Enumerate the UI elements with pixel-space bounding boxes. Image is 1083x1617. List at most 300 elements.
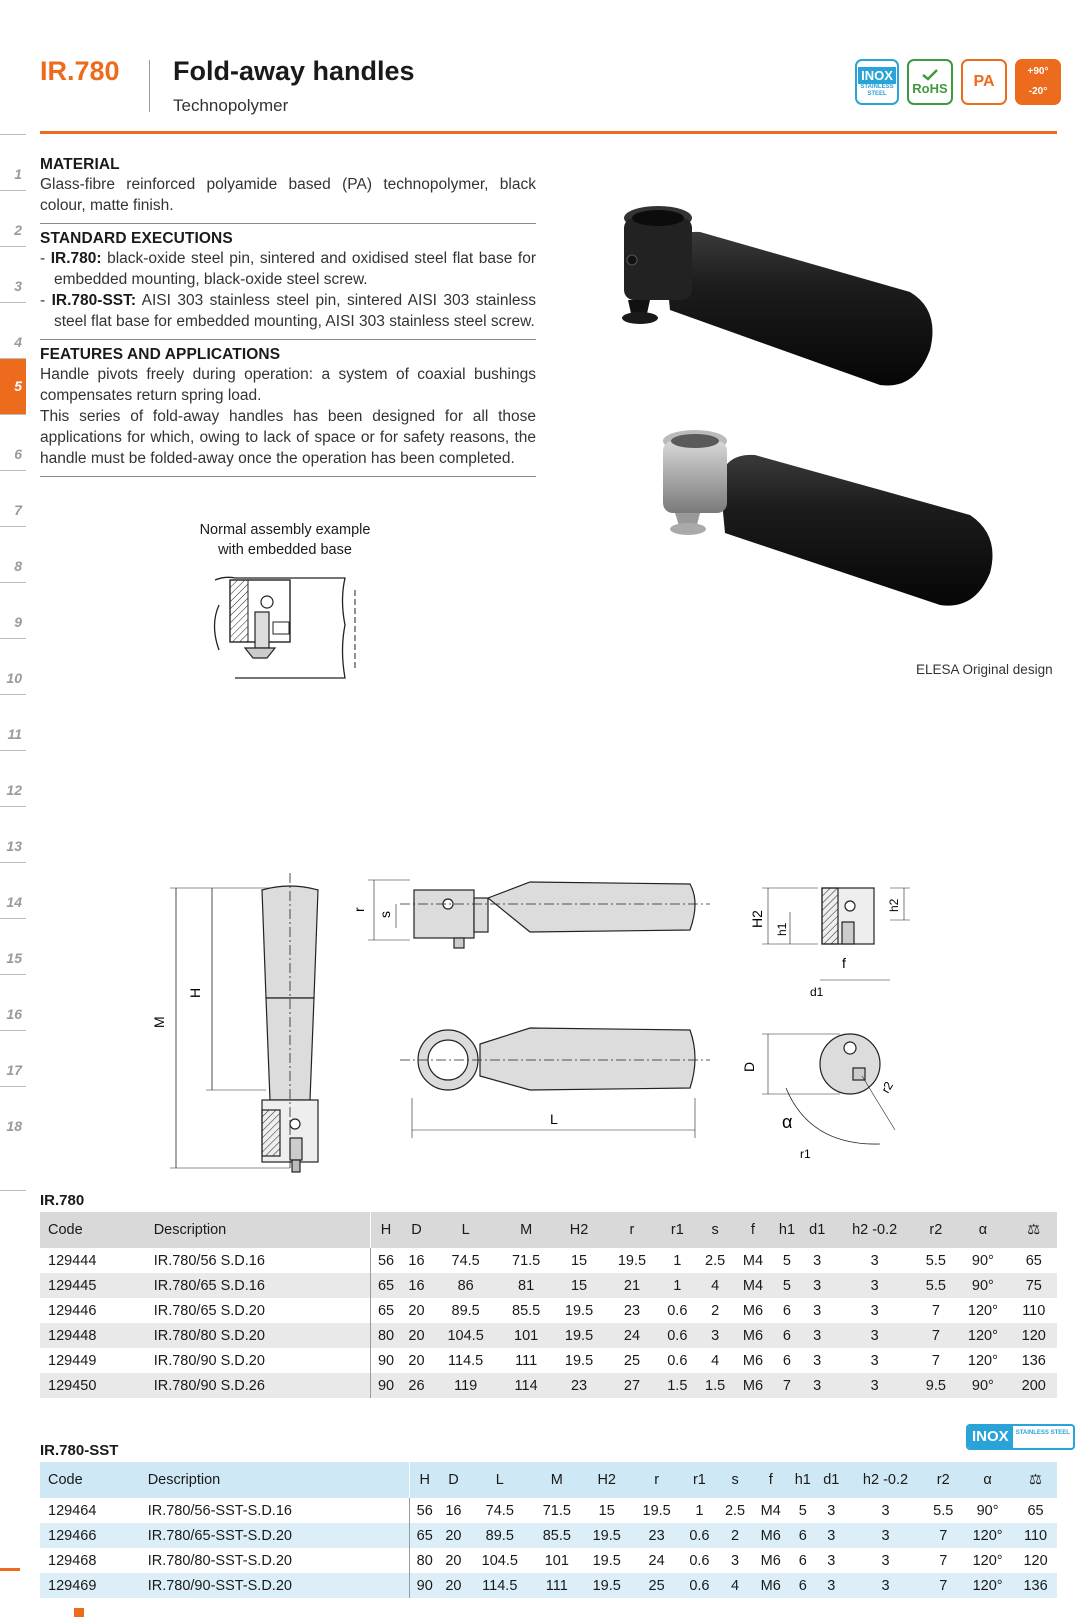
standard-item-text: black-oxide steel pin, sintered and oxidised steel flat base for embedded mounting, black-oxide steel screw. [54, 250, 537, 288]
table-cell: M6 [760, 1552, 781, 1569]
technical-drawing [150, 868, 950, 1198]
standard-item-ir780: - IR.780: black-oxide steel pin, sintered and oxidised steel flat base for embedded mounting, black-oxide steel screw. [40, 250, 537, 288]
column-header: d1 [802, 1212, 832, 1248]
table-cell: 3 [817, 1523, 846, 1548]
column-header: r [606, 1212, 659, 1248]
table-cell: IR.780/80 S.D.20 [146, 1323, 370, 1348]
column-header: D [439, 1462, 468, 1498]
table-cell: 23 [632, 1523, 682, 1548]
table-cell: 3 [827, 1502, 836, 1519]
table-cell: 3 [832, 1373, 917, 1398]
side-tab-number: 8 [14, 558, 22, 574]
column-header: D [401, 1212, 431, 1248]
table-cell: 3 [696, 1323, 734, 1348]
table-cell: 3 [870, 1302, 879, 1319]
table-cell: 19.5 [592, 1552, 621, 1569]
side-tab-number: 13 [6, 838, 22, 854]
side-tab-number: 6 [14, 446, 22, 462]
side-tab-5[interactable] [0, 358, 26, 414]
table-cell: 0.6 [658, 1323, 696, 1348]
table-cell: 90° [971, 1252, 994, 1269]
table-cell: 3 [802, 1323, 832, 1348]
table-ir780 [40, 1212, 1057, 1398]
table-cell: 20 [445, 1552, 462, 1569]
column-header: h2 -0.2 [832, 1212, 917, 1248]
side-tab-number: 14 [6, 894, 22, 910]
side-tab-11[interactable] [0, 694, 26, 750]
material-text: Glass-fibre reinforced polyamide based (PA) technopolymer, black colour, matte finish. [40, 176, 536, 214]
table-cell: 114.5 [468, 1573, 532, 1598]
side-tab-strip [0, 134, 26, 1142]
table-cell: 85.5 [512, 1302, 541, 1319]
dim-label-h2-small: h2 [887, 898, 901, 912]
table-cell: 129464 [48, 1502, 97, 1519]
table-cell: 3 [827, 1552, 836, 1569]
side-tab-number: 3 [14, 278, 22, 294]
table-cell: 6 [782, 1352, 791, 1369]
column-header: d1 [817, 1462, 846, 1498]
column-header: H2 [582, 1462, 632, 1498]
column-header: r [632, 1462, 682, 1498]
table-cell: M6 [734, 1373, 772, 1398]
table-cell: 120 [1023, 1552, 1048, 1569]
table-cell: 19.5 [582, 1573, 632, 1598]
table-cell: 7 [939, 1552, 948, 1569]
table-cell: 2.5 [724, 1502, 746, 1519]
assembly-caption [180, 520, 390, 560]
table-cell: 3 [813, 1302, 822, 1319]
side-tab-10[interactable] [0, 638, 26, 694]
column-header: Description [146, 1212, 370, 1248]
table-cell: 90° [955, 1273, 1011, 1298]
table-cell: 3 [870, 1252, 879, 1269]
rohs-badge [907, 59, 953, 105]
footer-accent-mark [0, 1568, 20, 1571]
table-cell: 56 [416, 1502, 433, 1519]
table-cell: 3 [731, 1552, 740, 1569]
section-divider [40, 476, 536, 477]
table-row [40, 1523, 1057, 1548]
side-tab-number: 16 [6, 1006, 22, 1022]
table-cell: 3 [832, 1323, 917, 1348]
side-tab-number: 12 [6, 782, 22, 798]
column-header: α [955, 1212, 1011, 1248]
table-cell: 3 [846, 1573, 926, 1598]
side-tab-16[interactable] [0, 974, 26, 1030]
inox-stainless-badge [966, 1424, 1075, 1450]
table-cell: 25 [623, 1352, 641, 1369]
column-header: f [753, 1462, 789, 1498]
vertical-view [170, 873, 318, 1172]
table-cell: 25 [632, 1573, 682, 1598]
dim-label-h2: H2 [749, 910, 765, 928]
standard-item-code: IR.780: [50, 250, 102, 267]
table-cell: 0.6 [689, 1552, 710, 1569]
side-tab-number: 15 [6, 950, 22, 966]
side-tab-3[interactable] [0, 246, 26, 302]
table-cell: 7 [931, 1352, 940, 1369]
table-cell: 89.5 [451, 1302, 480, 1319]
certification-badges [855, 59, 1061, 105]
table-cell: 89.5 [468, 1523, 532, 1548]
temperature-badge [1015, 59, 1061, 105]
features-title: FEATURES AND APPLICATIONS [40, 346, 281, 363]
column-header: Code [40, 1212, 146, 1248]
table-cell: 129450 [40, 1373, 146, 1398]
table-cell: 71.5 [512, 1252, 541, 1269]
material-title: MATERIAL [40, 156, 120, 173]
table-cell: 19.5 [564, 1352, 594, 1369]
column-header: r1 [682, 1462, 718, 1498]
table-cell: 120° [961, 1573, 1014, 1598]
standard-item-sst: - IR.780-SST: AISI 303 stainless steel pin, sintered AISI 303 stainless steel flat base for embedded mounting, AISI 303 stainless steel screw. [40, 292, 537, 330]
table-cell: M6 [742, 1302, 764, 1319]
table-cell: 101 [500, 1323, 553, 1348]
check-icon [921, 69, 939, 81]
table-cell: M6 [753, 1523, 789, 1548]
table-cell: 20 [439, 1523, 468, 1548]
table-row [40, 1373, 1057, 1398]
description-column [40, 156, 536, 483]
table-cell: 3 [813, 1252, 822, 1269]
side-tab-14[interactable] [0, 862, 26, 918]
table-cell: IR.780/65 S.D.16 [146, 1273, 370, 1298]
table-cell: 15 [570, 1252, 588, 1269]
table-cell: 3 [846, 1523, 926, 1548]
table-cell: 0.6 [667, 1302, 688, 1319]
page-title: Fold-away handles [173, 56, 415, 86]
table-cell: M4 [742, 1252, 764, 1269]
dim-label-d: D [741, 1061, 757, 1072]
table-cell: 19.5 [553, 1323, 606, 1348]
table-header-row [40, 1462, 1057, 1498]
inox-small-label: INOX [968, 1426, 1013, 1448]
table-cell: IR.780/56 S.D.16 [146, 1248, 370, 1273]
column-header: L [432, 1212, 500, 1248]
table-cell: 24 [606, 1323, 659, 1348]
side-tab-number: 1 [14, 166, 22, 182]
table-cell: 136 [1021, 1352, 1046, 1369]
table-cell: 56 [377, 1252, 395, 1269]
column-header: s [717, 1462, 753, 1498]
side-tab-1[interactable] [0, 134, 26, 190]
table-cell: 120° [967, 1352, 998, 1369]
dim-label-h1: h1 [775, 922, 789, 936]
table-cell: 65 [1025, 1252, 1042, 1269]
table-cell: 16 [401, 1273, 431, 1298]
table-cell: 16 [408, 1252, 425, 1269]
dim-label-d1: d1 [810, 985, 824, 999]
table-cell: M6 [734, 1323, 772, 1348]
table-cell: 110 [1022, 1302, 1046, 1319]
table-cell: IR.780/90-SST-S.D.20 [140, 1573, 410, 1598]
table-cell: 2.5 [705, 1252, 726, 1269]
side-tab-13[interactable] [0, 806, 26, 862]
table-row [40, 1573, 1057, 1598]
table-cell: 5.5 [925, 1252, 946, 1269]
table-cell: 120° [955, 1323, 1011, 1348]
table-cell: 5.5 [917, 1273, 955, 1298]
table-cell: 120° [961, 1523, 1014, 1548]
table-cell: 74.5 [451, 1252, 480, 1269]
table-cell: 114.5 [448, 1352, 484, 1369]
features-text-1: Handle pivots freely during operation: a system of coaxial bushings compensates return spring load. [40, 366, 536, 404]
table-cell: 15 [553, 1273, 606, 1298]
column-header: ⚖ [1011, 1212, 1056, 1248]
table-cell: 9.5 [917, 1373, 955, 1398]
table-cell: 120° [972, 1552, 1003, 1569]
table-cell: 24 [648, 1552, 665, 1569]
table-cell: 129468 [48, 1552, 97, 1569]
table-cell: 3 [802, 1273, 832, 1298]
side-tab-number: 7 [14, 502, 22, 518]
table-cell: 19.5 [564, 1302, 594, 1319]
table-cell: 129446 [48, 1302, 97, 1319]
table-cell: 65 [410, 1523, 439, 1548]
product-photo-black [610, 200, 970, 405]
side-tab-9[interactable] [0, 582, 26, 638]
table-row [40, 1248, 1057, 1273]
table-cell: M6 [742, 1352, 764, 1369]
header-separator [149, 60, 150, 112]
table-cell: 7 [931, 1302, 940, 1319]
table-cell: 5 [782, 1252, 791, 1269]
table-cell: IR.780/80-SST-S.D.20 [140, 1548, 410, 1573]
table-cell: 3 [813, 1352, 822, 1369]
table-cell: 136 [1014, 1573, 1057, 1598]
table-cell: 6 [782, 1302, 791, 1319]
side-tab-number: 2 [14, 222, 22, 238]
pa-badge [961, 59, 1007, 105]
dim-label-s: s [377, 911, 393, 918]
table-cell: IR.780/90 S.D.26 [146, 1373, 370, 1398]
table-cell: 0.6 [667, 1352, 688, 1369]
table-cell: 129444 [48, 1252, 97, 1269]
standard-title: STANDARD EXECUTIONS [40, 230, 233, 247]
side-view [368, 880, 710, 948]
table-cell: 19.5 [642, 1502, 671, 1519]
table-cell: 120 [1011, 1323, 1056, 1348]
side-tab-number: 17 [6, 1062, 22, 1078]
table-cell: 111 [532, 1573, 582, 1598]
table-cell: 114 [500, 1373, 553, 1398]
table-cell: 71.5 [542, 1502, 571, 1519]
table-cell: 6 [789, 1523, 818, 1548]
table-row [40, 1323, 1057, 1348]
column-header: Description [140, 1462, 410, 1498]
table-header-row [40, 1212, 1057, 1248]
column-header: Code [40, 1462, 140, 1498]
column-header: H [410, 1462, 439, 1498]
temp-max-label: +90° [1027, 66, 1049, 77]
table-cell: 3 [870, 1352, 879, 1369]
table-cell: 27 [606, 1373, 659, 1398]
inox-small-sub: STAINLESS STEEL [1015, 1430, 1070, 1436]
assembly-caption-line-2: with embedded base [218, 542, 352, 558]
table-cell: 1 [658, 1273, 696, 1298]
table-cell: 129469 [40, 1573, 140, 1598]
side-tab-number: 4 [14, 334, 22, 350]
table-cell: 7 [772, 1373, 802, 1398]
side-tab-15[interactable] [0, 918, 26, 974]
product-code: IR.780 [40, 56, 120, 86]
side-tab-6[interactable] [0, 414, 26, 470]
column-header: α [961, 1462, 1014, 1498]
column-header: h1 [789, 1462, 818, 1498]
table-cell: 20 [408, 1352, 425, 1369]
side-tab-2[interactable] [0, 190, 26, 246]
table-cell: 90 [377, 1352, 395, 1369]
table-cell: 90 [410, 1573, 439, 1598]
table-cell: 104.5 [432, 1323, 500, 1348]
table-cell: 104.5 [481, 1552, 518, 1569]
standard-item-text: AISI 303 stainless steel pin, sintered AISI 303 stainless steel flat base for embedded mounting, AISI 303 stainless steel screw. [54, 292, 537, 330]
dim-label-f: f [842, 955, 846, 971]
table-cell: 3 [802, 1373, 832, 1398]
table-cell: 5.5 [933, 1502, 954, 1519]
section-divider [40, 339, 536, 340]
table-cell: 111 [515, 1352, 538, 1369]
table-cell: IR.780/90 S.D.20 [146, 1348, 370, 1373]
section-divider [40, 223, 536, 224]
table-sst-label: IR.780-SST [40, 1442, 119, 1459]
table-cell: 74.5 [485, 1502, 514, 1519]
table-cell: 65 [377, 1302, 395, 1319]
table-sst [40, 1462, 1057, 1598]
side-tab-number: 5 [14, 378, 22, 394]
column-header: M [500, 1212, 553, 1248]
side-tab-number: 9 [14, 614, 22, 630]
table-cell: 20 [408, 1302, 425, 1319]
table-cell: 90° [976, 1502, 999, 1519]
features-text-2: This series of fold-away handles has been designed for all those applications for which, owing to lack of space or for safety reasons, the handle must be folded-away once the operation has been completed. [40, 408, 536, 467]
table-cell: 85.5 [532, 1523, 582, 1548]
column-header: s [696, 1212, 734, 1248]
table-row [40, 1548, 1057, 1573]
table-cell: M4 [760, 1502, 781, 1519]
column-header: h1 [772, 1212, 802, 1248]
dim-label-l: L [550, 1111, 558, 1127]
dim-label-h: H [187, 987, 203, 998]
assembly-drawing [205, 570, 365, 685]
side-tab-18[interactable] [0, 1086, 26, 1142]
column-header: L [468, 1462, 532, 1498]
table-cell: 3 [881, 1552, 890, 1569]
table-cell: 1 [673, 1252, 682, 1269]
table-cell: 19.5 [582, 1523, 632, 1548]
table-cell: 4 [711, 1352, 720, 1369]
table-cell: 4 [696, 1273, 734, 1298]
table-cell: 81 [500, 1273, 553, 1298]
dim-label-r2: r2 [878, 1079, 896, 1096]
side-tab-8[interactable] [0, 526, 26, 582]
table-cell: M4 [734, 1273, 772, 1298]
table-cell: 3 [817, 1573, 846, 1598]
inox-badge [855, 59, 899, 105]
table-cell: 119 [432, 1373, 500, 1398]
table-cell: 21 [606, 1273, 659, 1298]
table-cell: 80 [370, 1323, 401, 1348]
dim-label-m: M [151, 1016, 167, 1028]
temp-min-label: -20° [1028, 86, 1048, 97]
table-cell: 16 [445, 1502, 462, 1519]
side-tab-number: 18 [6, 1118, 22, 1134]
column-header: r2 [917, 1212, 955, 1248]
table-cell: IR.780/65 S.D.20 [146, 1298, 370, 1323]
table-row [40, 1348, 1057, 1373]
table-cell: 1.5 [696, 1373, 734, 1398]
table-cell: 65 [370, 1273, 401, 1298]
table-cell: 20 [439, 1573, 468, 1598]
table-cell: 1 [695, 1502, 704, 1519]
table-row [40, 1498, 1057, 1523]
table-row [40, 1298, 1057, 1323]
side-tab-4[interactable] [0, 302, 26, 358]
side-tab-7[interactable] [0, 470, 26, 526]
table-cell: 0.6 [682, 1523, 718, 1548]
table-cell: 75 [1011, 1273, 1056, 1298]
table-cell: 0.6 [682, 1573, 718, 1598]
table-cell: 65 [1027, 1502, 1044, 1519]
table-cell: 86 [432, 1273, 500, 1298]
side-tab-17[interactable] [0, 1030, 26, 1086]
column-header: ⚖ [1014, 1462, 1057, 1498]
column-header: r1 [658, 1212, 696, 1248]
table-cell: 19.5 [617, 1252, 647, 1269]
product-photo-stainless [650, 425, 1020, 620]
table-cell: 7 [925, 1573, 961, 1598]
table-cell: 6 [789, 1573, 818, 1598]
table-cell: 2 [717, 1523, 753, 1548]
table-cell: 1.5 [658, 1373, 696, 1398]
table-cell: 23 [553, 1373, 606, 1398]
table-cell: 7 [925, 1523, 961, 1548]
assembly-caption-line-1: Normal assembly example [199, 522, 371, 538]
standard-item-code: IR.780-SST: [51, 292, 137, 309]
table-row [40, 1273, 1057, 1298]
table-cell: 20 [401, 1323, 431, 1348]
side-tab-end [0, 1190, 26, 1191]
column-header: H2 [553, 1212, 606, 1248]
column-header: r2 [925, 1462, 961, 1498]
table-cell: 101 [544, 1552, 569, 1569]
table-cell: 90 [370, 1373, 401, 1398]
table-cell: 200 [1011, 1373, 1056, 1398]
table-cell: 129449 [48, 1352, 97, 1369]
table-cell: 120° [967, 1302, 998, 1319]
table-cell: IR.780/56-SST-S.D.16 [140, 1498, 410, 1523]
table-cell: 4 [717, 1573, 753, 1598]
pa-badge-label: PA [973, 73, 995, 90]
table-cell: 90° [955, 1373, 1011, 1398]
table-ir780-label: IR.780 [40, 1192, 85, 1209]
column-header: M [532, 1462, 582, 1498]
table-cell: 15 [598, 1502, 615, 1519]
table-cell: 129466 [40, 1523, 140, 1548]
column-header: f [734, 1212, 772, 1248]
page-subtitle: Technopolymer [173, 96, 289, 115]
side-tab-number: 10 [6, 670, 22, 686]
dim-label-r: r [351, 907, 367, 912]
side-tab-12[interactable] [0, 750, 26, 806]
table-cell: 26 [401, 1373, 431, 1398]
inox-badge-label: INOX [858, 67, 896, 84]
table-cell: 6 [798, 1552, 807, 1569]
table-cell: 129445 [40, 1273, 146, 1298]
table-cell: 5 [772, 1273, 802, 1298]
table-cell: 3 [832, 1273, 917, 1298]
side-tab-number: 11 [7, 726, 22, 742]
